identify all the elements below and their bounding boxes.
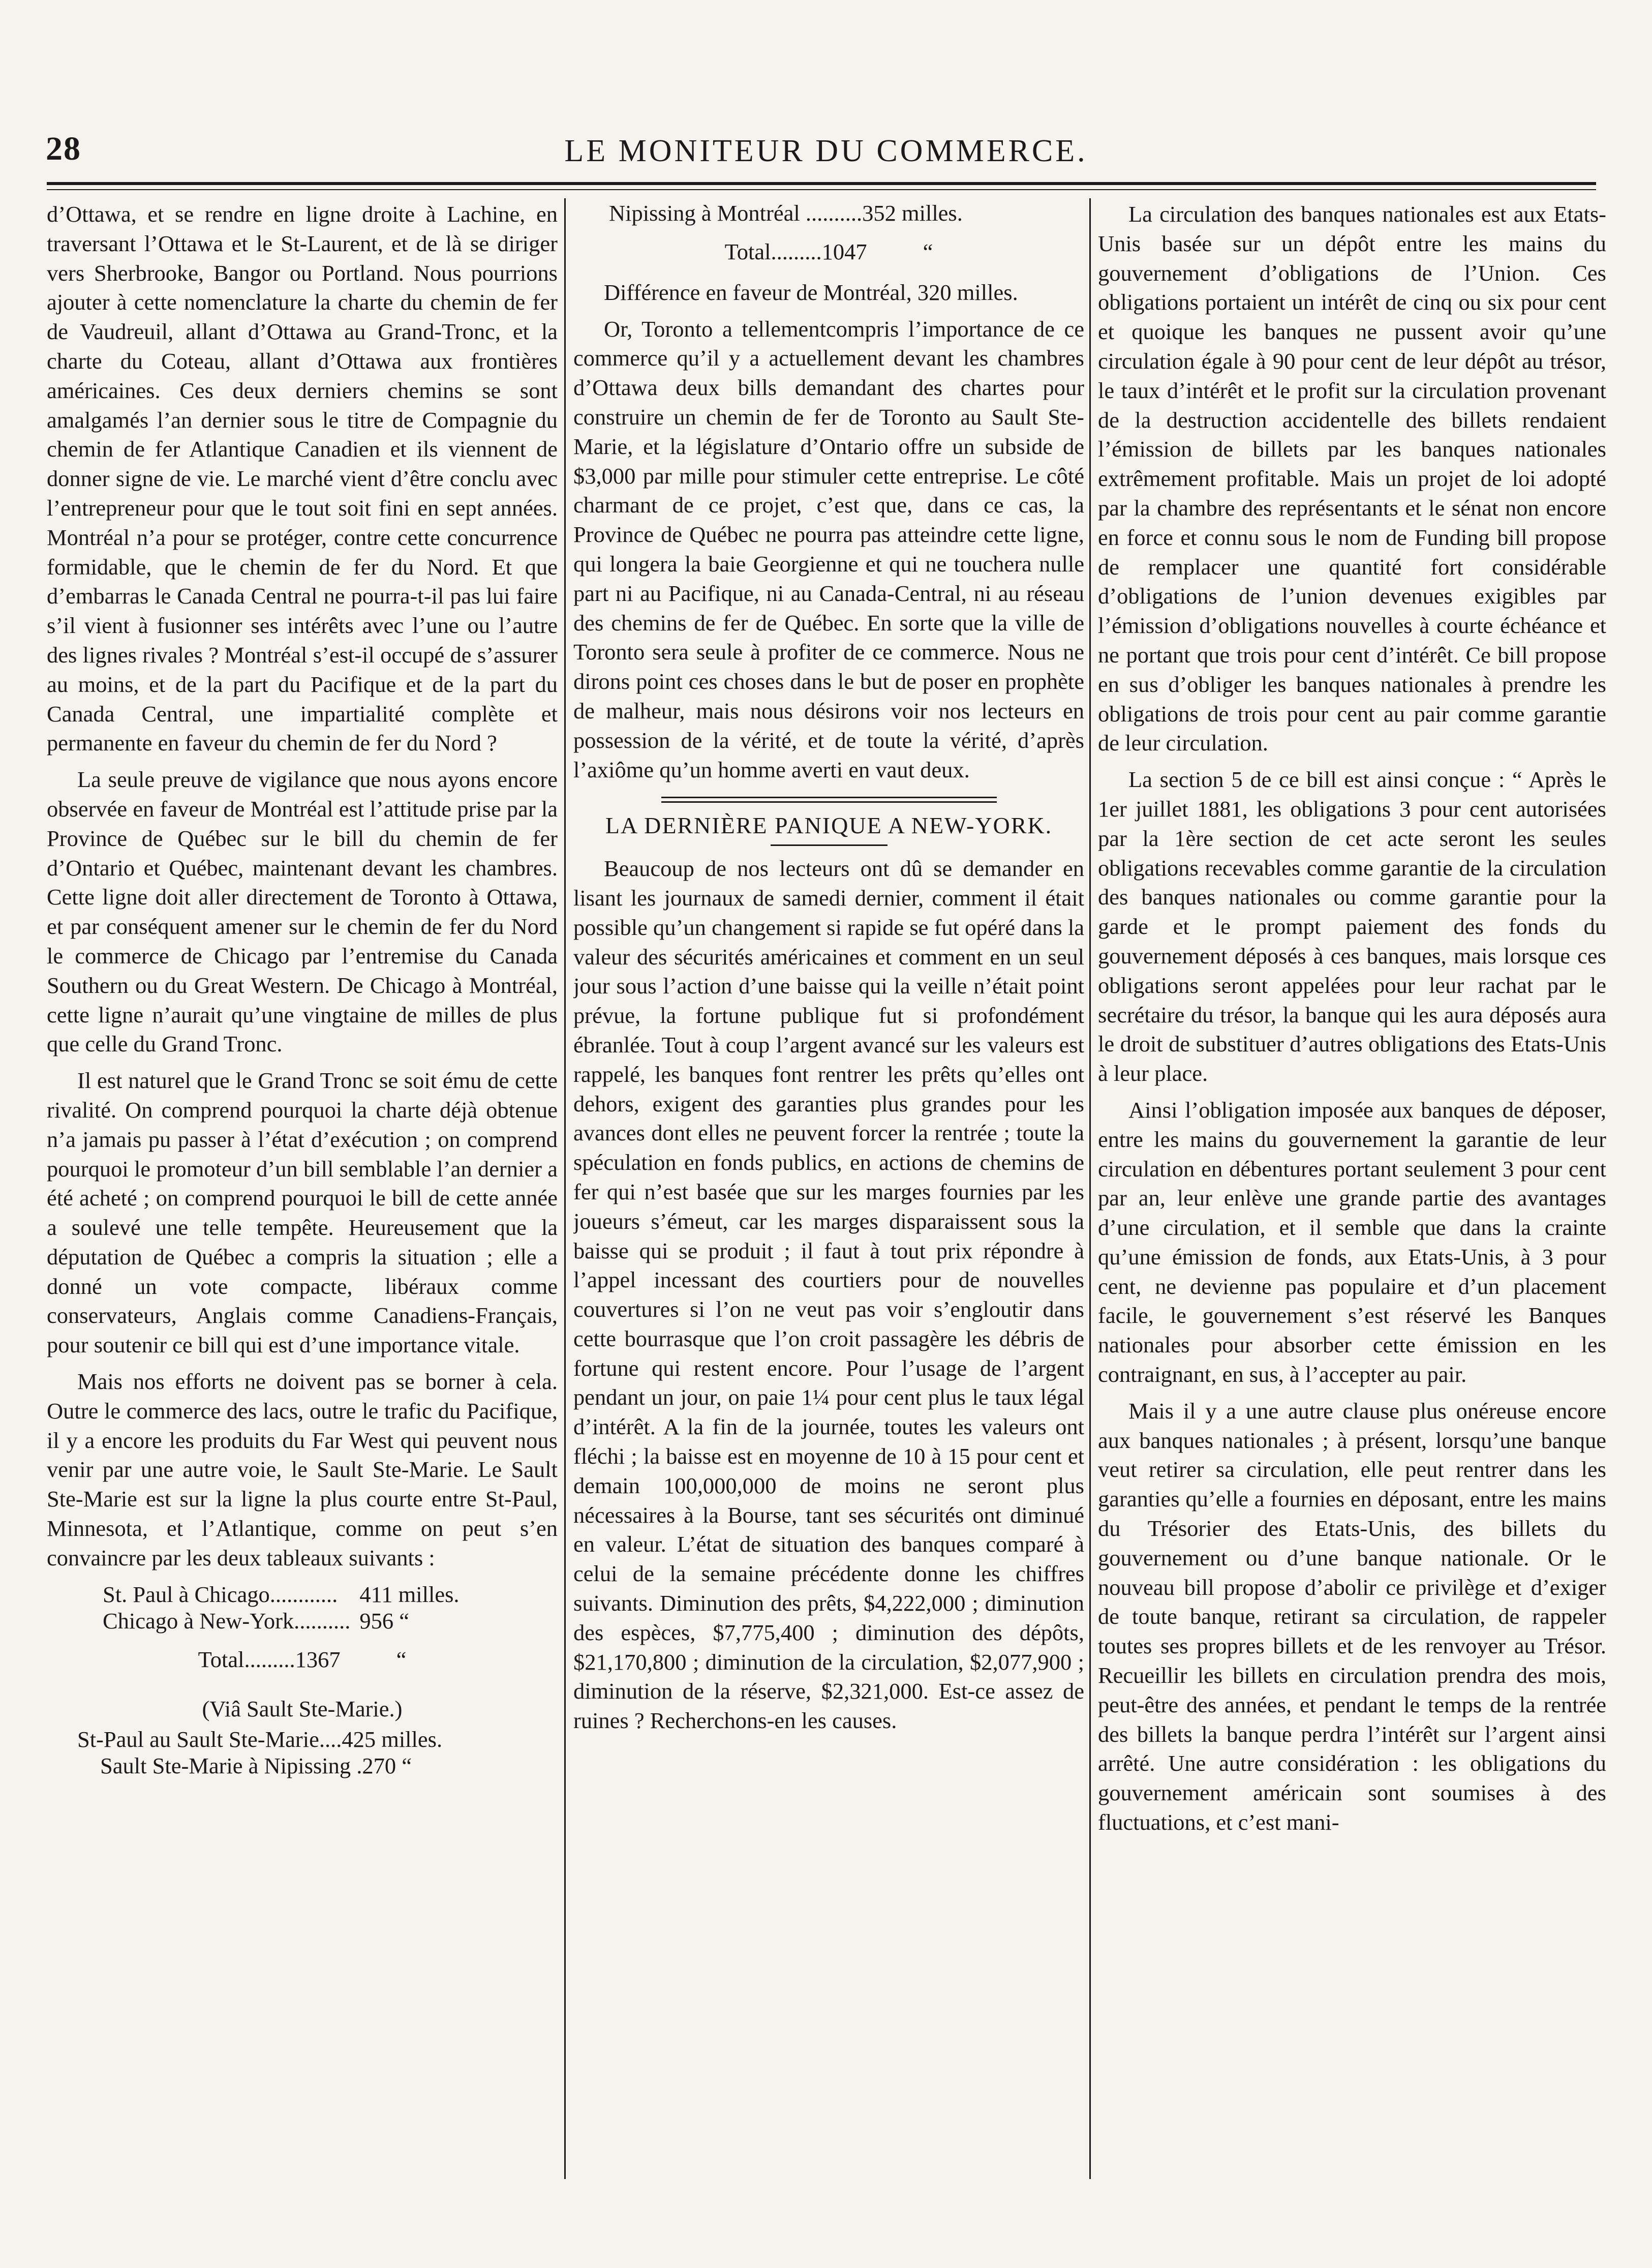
via-caption: (Viâ Sault Ste-Marie.) <box>202 1696 403 1722</box>
article-paragraph: Mais nos efforts ne doivent pas se borner à cela. Outre le commerce des lacs, outre le trafic du Pacifique, il y a encore les produits du Far West qui peuvent nous venir par une autre voie, le Sault Ste-Marie. Le Sault Ste-Marie est sur la ligne la plus courte entre St-Paul, Minnesota, et l’Atlantique, comme on peut s’en convaincre par les deux tableaux suivants : <box>47 1369 558 1570</box>
route-distance: 956 “ <box>359 1608 410 1634</box>
article-paragraph: Ainsi l’obligation imposée aux banques de déposer, entre les mains du gouvernement la garantie de leur circulation en débentures portant seulement 3 pour cent par an, leur enlève une grande partie des avantages d’une circulation, et il semble que dans la crainte qu’une émission de fonds, aux Etats-Unis, à 3 pour cent, ne devienne pas populaire et d’un placement facile, le gouvernement s’est réservé les Banques nationales pour absorber cette émission en les contraignant, en sus, à l’accepter au pair. <box>1098 1097 1606 1387</box>
section-title: LA DERNIÈRE PANIQUE A NEW-YORK. <box>605 812 1053 839</box>
route-distance: 411 milles. <box>359 1581 460 1607</box>
distance-table-chicago <box>47 1581 558 1634</box>
article-paragraph: Or, Toronto a tellementcompris l’importance de ce commerce qu’il y a actuellement devant les chambres d’Ottawa deux bills demandant des chartes pour construire un chemin de fer de Toronto au Sault Ste-Marie, et la législature d’Ontario offre un subside de $3,000 par mille pour stimuler cette entreprise. Le côté charmant de ce projet, c’est que, dans ce cas, la Province de Québec ne pourra pas atteindre cette ligne, qui longera la baie Georgienne et qui ne touchera nulle part ni au Pacifique, ni au Canada-Central, ni au réseau des chemins de fer de Québec. En sorte que la ville de Toronto sera seule à profiter de ce commerce. Nous ne dirons point ces choses dans le but de poser en prophète de malheur, mais nous désirons voir nos lecteurs en possession de la vérité, et de toute la vérité, d’après l’axiôme qu’un homme averti en vaut deux. <box>573 316 1084 782</box>
route-name: Sault Ste-Marie à Nipissing .270 “ <box>100 1753 412 1779</box>
page-number: 28 <box>46 130 81 167</box>
article-paragraph: La circulation des banques nationales est aux Etats-Unis basée sur un dépôt entre les mains du gouvernement d’obligations de l’Union. Ces obligations portaient un intérêt de cinq ou six pour cent et quoique les banques ne pussent avoir qu’une circulation égale à 90 pour cent de leur dépôt au trésor, le taux d’intérêt et le profit sur la circulation provenant de la destruction accidentelle des billets rendaient l’émission de billets par les banques nationales extrêmement profitable. Mais un projet de loi adopté par la chambre des représentants et le sénat non encore en force et connu sous le nom de Funding bill propose de remplacer une quantité fort considérable d’obligations de l’union devenues exigibles par l’émission d’obligations nouvelles à courte échéance et ne portant que trois pour cent d’intérêt. Ce bill propose en sus d’obliger les banques nationales à prendre les obligations de trois pour cent au pair comme garantie de leur circulation. <box>1098 201 1606 756</box>
title-underline <box>771 844 888 846</box>
section-separator <box>661 797 997 803</box>
distance-row <box>77 1752 442 1779</box>
route-name: St-Paul au Sault Ste-Marie....425 milles. <box>77 1727 443 1752</box>
header-rule-thin <box>47 189 1596 190</box>
route-name: Chicago à New-York.......... <box>103 1608 351 1634</box>
total-line-chicago <box>47 1645 558 1675</box>
ditto-mark: “ <box>923 239 933 264</box>
route-name: Nipissing à Montréal ..........352 milles. <box>609 200 963 226</box>
total-line-montreal <box>573 237 1084 267</box>
column-three <box>1098 200 1606 2179</box>
distance-row <box>77 1726 442 1752</box>
column-divider-left <box>564 198 566 2179</box>
distance-row <box>103 1581 460 1608</box>
ditto-mark: “ <box>396 1646 407 1672</box>
column-one <box>47 200 558 2179</box>
article-paragraph: Différence en faveur de Montréal, 320 milles. <box>604 279 1018 305</box>
article-paragraph: Mais il y a une autre clause plus onéreuse encore aux banques nationales ; à présent, lorsqu’une banque veut retirer sa circulation, elle peut rentrer dans les garanties qu’elle a fournies en déposant, entre les mains du Trésorier des Etats-Unis, des billets du gouvernement ou d’une banque nationale. Or le nouveau bill propose d’abolir ce privilège et d’exiger de toute banque, retirant sa circulation, de rappeler toutes ses propres billets et de les renvoyer au Trésor. Recueillir les billets en circulation prendra des mois, peut-être des années, et pendant le temps de la rentrée des billets la banque perdra l’intérêt sur l’argent ainsi arrêté. Une autre considération : les obligations du gouvernement américain sont soumises à des fluctuations, et c’est mani- <box>1098 1398 1606 1835</box>
distance-table-sault <box>77 1726 442 1779</box>
distance-row <box>103 1608 460 1634</box>
total-label: Total.........1367 <box>198 1646 341 1672</box>
column-two <box>573 200 1084 2179</box>
header-rule-thick <box>47 182 1596 185</box>
column-divider-right <box>1089 198 1091 2179</box>
distance-row <box>609 200 963 226</box>
total-label: Total.........1047 <box>724 239 867 264</box>
article-paragraph: Il est naturel que le Grand Tronc se soit ému de cette rivalité. On comprend pourquoi la charte déjà obtenue n’a jamais pu passer à l’état d’exécution ; on comprend pourquoi le promoteur d’un bill semblable l’an dernier a été acheté ; on comprend pourquoi le bill de cette année a soulevé une telle tempête. Heureusement que la députation de Québec a compris la situation ; elle a donné un vote compacte, libéraux comme conservateurs, Anglais comme Canadiens-Français, pour soutenir ce bill qui est d’une importance vitale. <box>47 1068 558 1358</box>
article-paragraph: Beaucoup de nos lecteurs ont dû se demander en lisant les journaux de samedi dernier, comment il était possible qu’un changement si rapide se fut opéré dans la valeur des sécurités américaines et comment en un seul jour sous l’action d’une baisse qui la veille n’était point prévue, la fortune publique fut si profondément ébranlée. Tout à coup l’argent avancé sur les valeurs est rappelé, les banques font rentrer les prêts qu’elles ont dehors, exigent des garanties plus grandes pour les avances dont elles ne peuvent forcer la rentrée ; toute la spéculation en fonds publics, en actions de chemins de fer qui n’est basée que sur les marges fournies par les joueurs s’émeut, car les marges disparaissent sous la baisse qui se produit ; il faut à tout prix répondre à l’appel incessant des courtiers pour de nouvelles couvertures si l’on ne veut pas voir s’engloutir dans cette bourrasque que l’on croit passagère les débris de fortune qui restent encore. Pour l’usage de l’argent pendant un jour, on paie 1¼ pour cent plus le taux légal d’intérêt. A la fin de la journée, toutes les valeurs ont fléchi ; la baisse est en moyenne de 10 à 15 pour cent et demain 100,000,000 de moins ne seront plus nécessaires à la Bourse, tant ses sécurités ont diminué en valeur. L’état de situation des banques comparé à celui de la semaine précédente donne les chiffres suivants. Diminution des prêts, $4,222,000 ; diminution des espèces, $7,775,400 ; diminution des dépôts, $21,170,800 ; diminution de la circulation, $2,077,900 ; diminution de la réserve, $2,321,000. Est-ce assez de ruines ? Recherchons-en les causes. <box>573 856 1084 1734</box>
distance-table-continued <box>609 200 963 226</box>
masthead-title: LE MONITEUR DU COMMERCE. <box>564 134 1088 168</box>
article-paragraph: La section 5 de ce bill est ainsi conçue : “ Après le 1er juillet 1881, les obligations 3 pour cent autorisées par la 1ère section de cet acte seront les seules obligations recevables comme garantie de la circulation des banques nationales ou comme garantie pour la garde et le prompt paiement des fonds du gouvernement déposés à ces banques, mais lorsque ces obligations seront appelées pour leur rachat par le secrétaire du trésor, la banque qui les aura déposés aura le droit de substituer d’autres obligations des Etats-Unis à leur place. <box>1098 767 1606 1086</box>
article-paragraph: d’Ottawa, et se rendre en ligne droite à Lachine, en traversant l’Ottawa et le St-Laurent, et de là se diriger vers Sherbrooke, Bangor ou Portland. Nous pourrions ajouter à cette nomenclature la charte du chemin de fer de Vaudreuil, allant d’Ottawa au Grand-Tronc, et la charte du Coteau, allant d’Ottawa aux frontières américaines. Ces deux derniers chemins se sont amalgamés l’an dernier sous le titre de Compagnie du chemin de fer Atlantique Canadien et ils viennent de donner signe de vie. Le marché vient d’être conclu avec l’entrepreneur pour que le tout soit fini en sept années. Montréal n’a pour se protéger, contre cette concurrence formidable, que le chemin de fer du Nord. Et que d’embarras le Canada Central ne pourra-t-il pas lui faire s’il vient à fusionner ses intérêts avec l’une ou l’autre des lignes rivales ? Montréal s’est-il occupé de s’assurer au moins, et de la part du Pacifique et de la part du Canada Central, une impartialité complète et permanente en faveur du chemin de fer du Nord ? <box>47 201 558 756</box>
route-name: St. Paul à Chicago............ <box>103 1581 338 1607</box>
article-paragraph: La seule preuve de vigilance que nous ayons encore observée en faveur de Montréal est l’attitude prise par la Province de Québec sur le bill du chemin de fer d’Ontario et Québec, maintenant devant les chambres. Cette ligne doit aller directement de Toronto à Ottawa, et par conséquent amener sur le chemin de fer du Nord le commerce de Chicago par l’entremise du Canada Southern ou du Great Western. De Chicago à Montréal, cette ligne n’aurait qu’une vingtaine de milles de plus que celle du Grand Tronc. <box>47 767 558 1057</box>
